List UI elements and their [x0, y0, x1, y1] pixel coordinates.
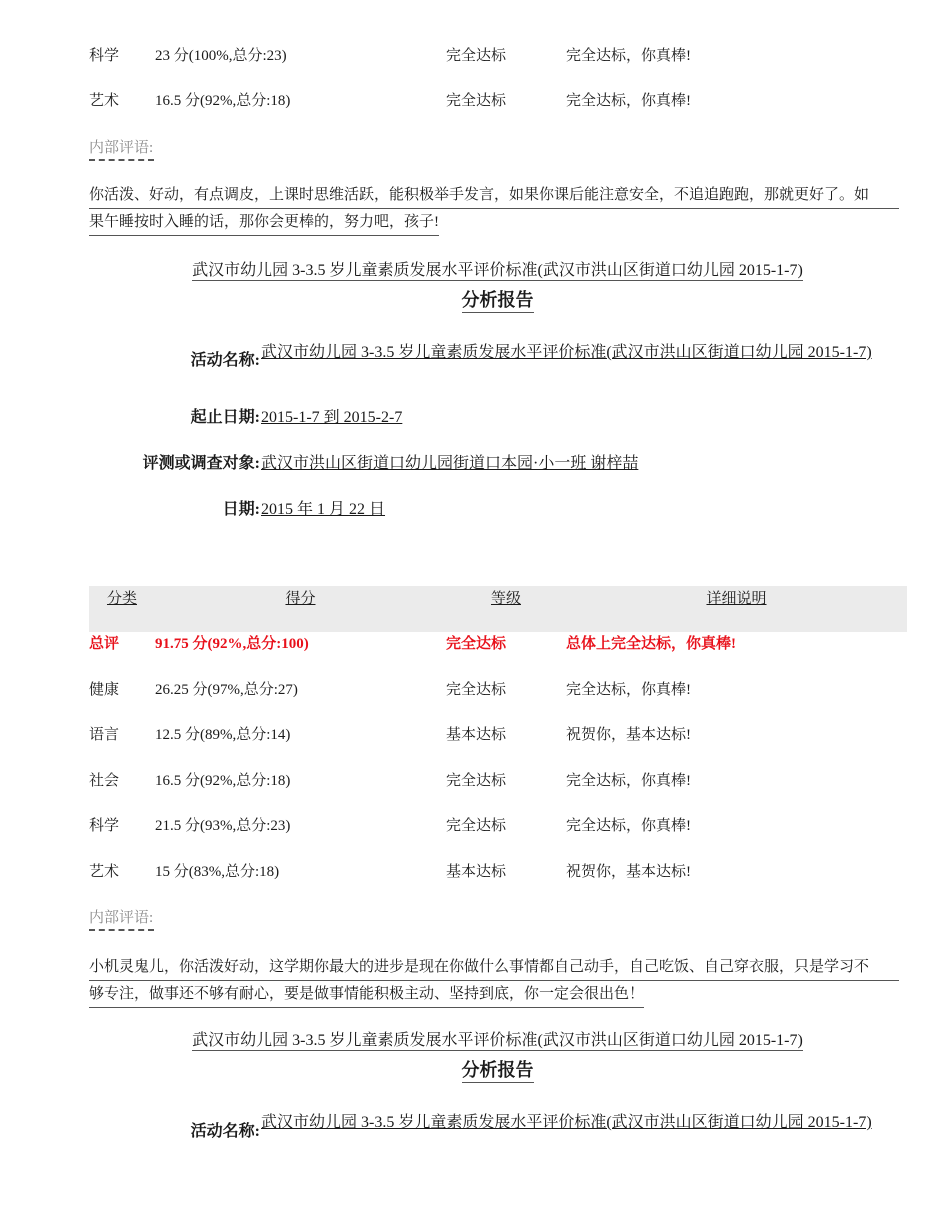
table-row — [89, 44, 907, 68]
table-row — [89, 678, 907, 702]
internal-comment-label: 内部评语: — [89, 910, 154, 926]
activity-value: 武汉市幼儿园 3-3.5 岁儿童素质发展水平评价标准(武汉市洪山区街道口幼儿园 2015-1-7) — [261, 344, 872, 361]
internal-comment-label: 内部评语: — [89, 140, 154, 156]
row-grade: 完全达标 — [446, 48, 507, 64]
report-title: 武汉市幼儿园 3-3.5 岁儿童素质发展水平评价标准(武汉市洪山区街道口幼儿园 2015-1-7) — [192, 1032, 803, 1049]
row-category: 健康 — [89, 682, 120, 698]
comment-text — [89, 954, 899, 1008]
summary-category: 总评 — [89, 636, 120, 652]
date-value: 2015 年 1 月 22 日 — [261, 501, 386, 518]
row-detail: 完全达标，你真棒! — [566, 773, 691, 789]
row-score: 21.5 分(93%,总分:23) — [155, 818, 291, 834]
row-detail: 完全达标，你真棒! — [566, 818, 691, 834]
row-category: 语言 — [89, 727, 120, 743]
target-value: 武汉市洪山区街道口幼儿园街道口本园·小一班 谢梓喆 — [261, 455, 639, 472]
table-row — [89, 723, 907, 747]
row-category: 科学 — [89, 818, 120, 834]
row-score: 16.5 分(92%,总分:18) — [155, 93, 291, 109]
summary-row — [89, 632, 907, 656]
summary-score: 91.75 分(92%,总分:100) — [155, 636, 309, 652]
comment-line: 你活泼、好动，有点调皮，上课时思维活跃，能积极举手发言，如果你课后能注意安全，不追追跑跑，那就更好了。如 — [89, 182, 899, 209]
row-grade: 完全达标 — [446, 818, 507, 834]
divider — [89, 929, 154, 931]
activity-value: 武汉市幼儿园 3-3.5 岁儿童素质发展水平评价标准(武汉市洪山区街道口幼儿园 2015-1-7) — [261, 1114, 872, 1131]
header-category: 分类 — [89, 586, 155, 632]
row-score: 26.25 分(97%,总分:27) — [155, 682, 298, 698]
summary-detail: 总体上完全达标，你真棒! — [566, 636, 736, 652]
table-row — [89, 860, 907, 884]
comment-text — [89, 182, 899, 236]
row-detail: 完全达标，你真棒! — [566, 48, 691, 64]
report-title: 武汉市幼儿园 3-3.5 岁儿童素质发展水平评价标准(武汉市洪山区街道口幼儿园 2015-1-7) — [192, 262, 803, 279]
row-detail: 祝贺你，基本达标! — [566, 727, 691, 743]
period-value: 2015-1-7 到 2015-2-7 — [261, 409, 403, 426]
table-row — [89, 89, 907, 113]
row-score: 12.5 分(89%,总分:14) — [155, 727, 291, 743]
header-detail: 详细说明 — [566, 586, 907, 632]
row-grade: 完全达标 — [446, 773, 507, 789]
row-category: 社会 — [89, 773, 120, 789]
row-grade: 完全达标 — [446, 682, 507, 698]
header-grade: 等级 — [446, 586, 566, 632]
header-score: 得分 — [155, 586, 446, 632]
row-score: 16.5 分(92%,总分:18) — [155, 773, 291, 789]
row-detail: 完全达标，你真棒! — [566, 93, 691, 109]
period-label: 起止日期: — [190, 409, 260, 426]
comment-line: 够专注，做事还不够有耐心，要是做事情能积极主动、坚持到底，你一定会很出色！ — [89, 981, 644, 1008]
row-score: 23 分(100%,总分:23) — [155, 48, 287, 64]
divider — [89, 159, 154, 161]
date-label: 日期: — [222, 501, 260, 518]
row-detail: 祝贺你，基本达标! — [566, 864, 691, 880]
row-detail: 完全达标，你真棒! — [566, 682, 691, 698]
table-row — [89, 769, 907, 793]
target-label: 评测或调查对象: — [142, 455, 260, 472]
activity-label: 活动名称: — [190, 1123, 260, 1140]
table-row — [89, 814, 907, 838]
row-score: 15 分(83%,总分:18) — [155, 864, 280, 880]
row-category: 科学 — [89, 48, 120, 64]
row-category: 艺术 — [89, 864, 120, 880]
summary-grade: 完全达标 — [446, 636, 507, 652]
comment-line: 果午睡按时入睡的话，那你会更棒的，努力吧，孩子! — [89, 209, 439, 236]
report-subtitle: 分析报告 — [0, 288, 950, 312]
comment-line: 小机灵鬼儿，你活泼好动，这学期你最大的进步是现在你做什么事情都自己动手，自己吃饭、自己穿衣服，只是学习不 — [89, 954, 899, 981]
row-grade: 完全达标 — [446, 93, 507, 109]
row-grade: 基本达标 — [446, 864, 507, 880]
row-category: 艺术 — [89, 93, 120, 109]
activity-label: 活动名称: — [190, 352, 260, 369]
table-header — [89, 586, 907, 632]
report-subtitle: 分析报告 — [0, 1058, 950, 1082]
row-grade: 基本达标 — [446, 727, 507, 743]
